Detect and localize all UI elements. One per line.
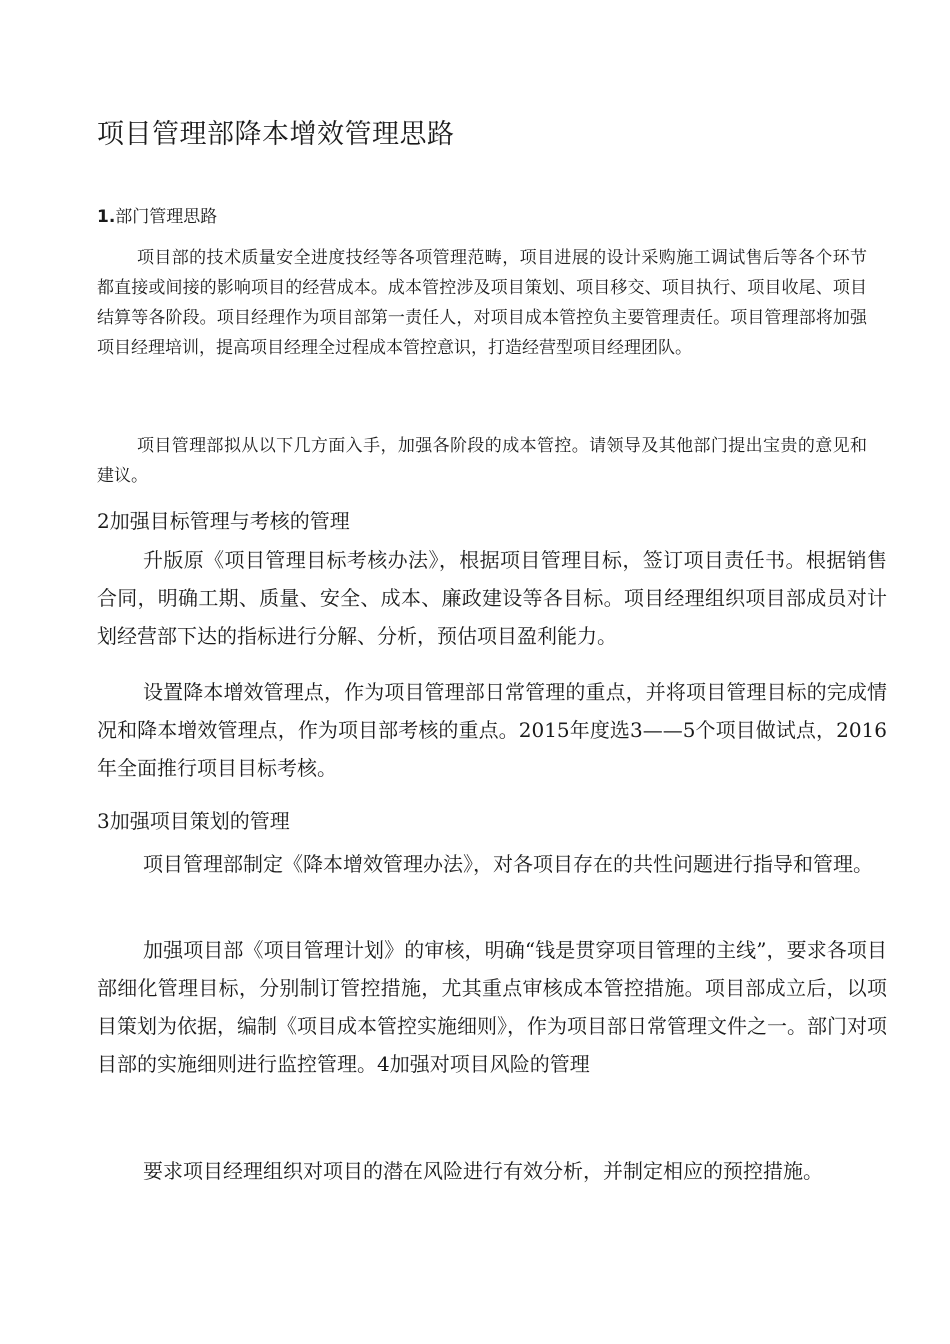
section-1-number: 1. [97,207,116,227]
section-1-title: 部门管理思路 [115,207,218,227]
section-2-heading: 2加强目标管理与考核的管理 [97,509,350,533]
section-3-paragraph-1: 项目管理部制定《降本增效管理办法》，对各项目存在的共性问题进行指导和管理。 [143,852,873,876]
section-3-paragraph-2: 加强项目部《项目管理计划》的审核，明确“钱是贯穿项目管理的主线”，要求各项目部细化管理目标，分别制订管控措施，尤其重点审核成本管控措施。项目部成立后，以项目策划为依据，编制《项目成本管控实施细则》，作为项目部日常管理文件之一。部门对项目部的实施细则进行监控管理。4加强对项目风险的管理 [97,938,887,1076]
section-2-paragraph-1: 升版原《项目管理目标考核办法》，根据项目管理目标，签订项目责任书。根据销售合同，明确工期、质量、安全、成本、廉政建设等各目标。项目经理组织项目部成员对计划经营部下达的指标进行分解、分析，预估项目盈利能力。 [97,548,887,648]
document-title: 项目管理部降本增效管理思路 [97,119,455,150]
section-2-paragraph-2: 设置降本增效管理点，作为项目管理部日常管理的重点，并将项目管理目标的完成情况和降本增效管理点，作为项目部考核的重点。2015年度选3——5个项目做试点，2016年全面推行项目目标考核。 [97,680,887,780]
section-1-paragraph-2: 项目管理部拟从以下几方面入手，加强各阶段的成本管控。请领导及其他部门提出宝贵的意见和建议。 [97,436,867,486]
section-3-paragraph-3: 要求项目经理组织对项目的潜在风险进行有效分析，并制定相应的预控措施。 [143,1159,823,1183]
section-1-paragraph-1: 项目部的技术质量安全进度技经等各项管理范畴，项目进展的设计采购施工调试售后等各个环节都直接或间接的影响项目的经营成本。成本管控涉及项目策划、项目移交、项目执行、项目收尾、项目结算等各阶段。项目经理作为项目部第一责任人，对项目成本管控负主要管理责任。项目管理部将加强项目经理培训，提高项目经理全过程成本管控意识，打造经营型项目经理团队。 [97,248,867,358]
section-3-heading: 3加强项目策划的管理 [97,809,290,833]
section-1-heading [97,202,217,227]
